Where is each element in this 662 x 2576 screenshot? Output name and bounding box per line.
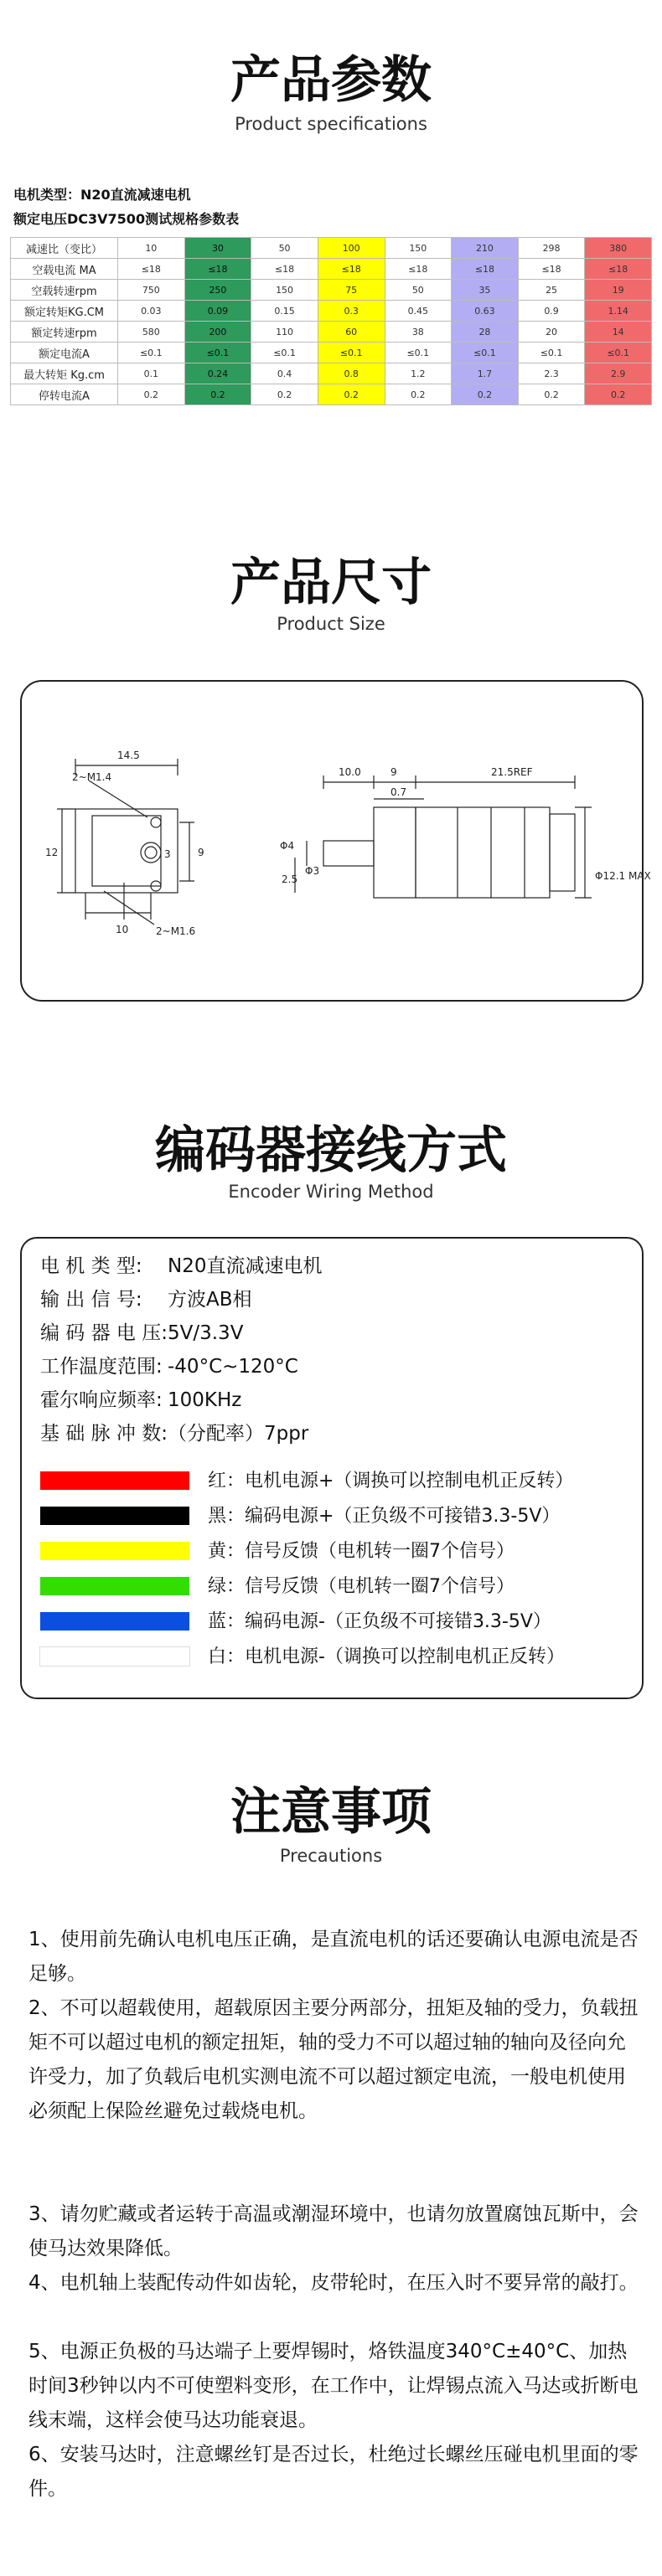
spec-cell: 110 bbox=[251, 322, 318, 343]
spec-cell: 1.14 bbox=[585, 301, 652, 322]
dim-front-center: 3 bbox=[164, 848, 171, 860]
spec-cell: 75 bbox=[318, 280, 385, 301]
spec-row bbox=[11, 343, 652, 363]
spec-row-label: 额定电流A bbox=[11, 343, 118, 363]
precautions-subtitle: Precautions bbox=[279, 1846, 383, 1866]
spec-row bbox=[11, 301, 652, 322]
spec-cell: 0.2 bbox=[585, 384, 652, 405]
spec-row-label: 停转电流A bbox=[11, 384, 118, 405]
spec-cell: 0.63 bbox=[452, 301, 519, 322]
spec-cell: 28 bbox=[452, 322, 519, 343]
spec-cell: ≤0.1 bbox=[518, 343, 585, 363]
wiring-info-value: -40°C~120°C bbox=[168, 1356, 298, 1378]
spec-cell: 30 bbox=[184, 238, 251, 259]
spec-row bbox=[11, 384, 652, 405]
spec-row-label: 最大转矩 Kg.cm bbox=[11, 363, 118, 384]
precaution-item: 3、请勿贮藏或者运转于高温或潮湿环境中，也请勿放置腐蚀瓦斯中，会使马达效果降低。 bbox=[28, 2203, 639, 2259]
wiring-info-label: 电 机 类 型: bbox=[40, 1255, 142, 1277]
dim-front-holes: 2~M1.4 bbox=[72, 771, 112, 783]
precautions-title: 注意事项 bbox=[230, 1783, 432, 1842]
spec-intro bbox=[13, 183, 239, 231]
spec-cell: 0.2 bbox=[118, 384, 185, 405]
spec-row bbox=[11, 238, 652, 259]
spec-row-label: 减速比（变比） bbox=[11, 238, 118, 259]
dim-side-body-d: Φ12.1 MAX bbox=[595, 870, 651, 882]
spec-table bbox=[10, 237, 652, 405]
spec-cell: ≤0.1 bbox=[118, 343, 185, 363]
spec-cell: 0.24 bbox=[184, 363, 251, 384]
wiring-panel bbox=[20, 1237, 644, 1699]
wire-description: 黑：编码电源+（正负级不可接错3.3-5V） bbox=[208, 1506, 561, 1527]
spec-cell: 25 bbox=[518, 280, 585, 301]
wire-description: 蓝：编码电源-（正负级不可接错3.3-5V） bbox=[208, 1611, 551, 1632]
spec-cell: ≤0.1 bbox=[585, 343, 652, 363]
wire-color-swatch bbox=[40, 1471, 189, 1490]
wiring-info-value: 5V/3.3V bbox=[168, 1322, 244, 1344]
wiring-title: 编码器接线方式 bbox=[155, 1121, 507, 1180]
spec-cell: 0.4 bbox=[251, 363, 318, 384]
spec-cell: 0.2 bbox=[385, 384, 452, 405]
dim-side-offset: 0.7 bbox=[390, 786, 407, 798]
wiring-info-value: 100KHz bbox=[168, 1389, 242, 1411]
dim-front-width: 14.5 bbox=[117, 750, 140, 761]
dim-side-shaft-d: Φ3 bbox=[305, 865, 320, 877]
spec-row bbox=[11, 322, 652, 343]
wiring-info-value: N20直流减速电机 bbox=[168, 1255, 323, 1277]
spec-cell: 380 bbox=[585, 238, 652, 259]
spec-cell: 210 bbox=[452, 238, 519, 259]
spec-cell: 250 bbox=[184, 280, 251, 301]
wiring-info-label: 霍尔响应频率: bbox=[40, 1389, 163, 1411]
motor-type-line: 电机类型：N20直流减速电机 bbox=[13, 187, 191, 203]
params-subtitle: Product specifications bbox=[235, 114, 427, 134]
dimension-drawing-panel bbox=[20, 680, 651, 1002]
precaution-item: 1、使用前先确认电机电压正确，是直流电机的话还要确认电源电流是否足够。 bbox=[28, 1929, 639, 1985]
precaution-item: 6、安装马达时，注意螺丝钉是否过长，杜绝过长螺丝压碰电机里面的零件。 bbox=[28, 2444, 639, 2500]
voltage-line: 额定电压DC3V7500测试规格参数表 bbox=[13, 211, 240, 227]
wiring-info-line bbox=[40, 1418, 308, 1445]
spec-cell: 38 bbox=[385, 322, 452, 343]
spec-cell: ≤18 bbox=[452, 259, 519, 280]
spec-cell: ≤0.1 bbox=[184, 343, 251, 363]
spec-cell: ≤18 bbox=[518, 259, 585, 280]
spec-cell: ≤0.1 bbox=[452, 343, 519, 363]
wiring-info-line bbox=[40, 1351, 298, 1378]
spec-cell: 0.03 bbox=[118, 301, 185, 322]
spec-cell: 0.45 bbox=[385, 301, 452, 322]
spec-cell: 2.3 bbox=[518, 363, 585, 384]
wiring-info-line bbox=[40, 1284, 252, 1311]
spec-cell: 0.2 bbox=[452, 384, 519, 405]
dim-side-shaft-d2: Φ4 bbox=[280, 840, 295, 852]
spec-row bbox=[11, 363, 652, 384]
wire-color-swatch bbox=[40, 1647, 189, 1666]
spec-cell: 1.2 bbox=[385, 363, 452, 384]
dim-front-bottom: 10 bbox=[116, 924, 129, 935]
wire-color-swatch bbox=[40, 1577, 189, 1595]
spec-cell: 0.2 bbox=[518, 384, 585, 405]
spec-row bbox=[11, 280, 652, 301]
dim-front-shaft-holes: 2~M1.6 bbox=[156, 925, 196, 937]
dim-front-height: 12 bbox=[45, 847, 59, 858]
precaution-item: 5、电源正负极的马达端子上要焊锡时，烙铁温度340°C±40°C、加热时间3秒钟以内不可使塑料变形，在工作中，让焊锡点流入马达或折断电线末端，这样会使马达功能衰退。 bbox=[28, 2341, 639, 2431]
spec-cell: 10 bbox=[118, 238, 185, 259]
wiring-info-label: 基 础 脉 冲 数: bbox=[40, 1423, 168, 1445]
dim-front-inner: 9 bbox=[198, 847, 204, 858]
spec-cell: 298 bbox=[518, 238, 585, 259]
spec-cell: 0.9 bbox=[518, 301, 585, 322]
wire-color-swatch bbox=[40, 1542, 189, 1560]
wiring-info-line bbox=[40, 1250, 322, 1278]
spec-cell: ≤18 bbox=[251, 259, 318, 280]
spec-cell: 50 bbox=[385, 280, 452, 301]
spec-cell: 0.3 bbox=[318, 301, 385, 322]
spec-cell: 0.1 bbox=[118, 363, 185, 384]
spec-cell: 20 bbox=[518, 322, 585, 343]
wire-description: 白：电机电源-（调换可以控制电机正反转） bbox=[208, 1646, 565, 1667]
dim-side-flat: 2.5 bbox=[282, 873, 298, 885]
wiring-info-line bbox=[40, 1317, 243, 1345]
wiring-info-label: 编 码 器 电 压: bbox=[40, 1322, 168, 1344]
spec-cell: 0.09 bbox=[184, 301, 251, 322]
dim-side-body: 21.5REF bbox=[491, 766, 533, 778]
spec-cell: 580 bbox=[118, 322, 185, 343]
spec-row-label: 空载电流 MA bbox=[11, 259, 118, 280]
spec-cell: ≤0.1 bbox=[318, 343, 385, 363]
spec-cell: 60 bbox=[318, 322, 385, 343]
wiring-info-line bbox=[40, 1384, 241, 1412]
spec-cell: ≤18 bbox=[184, 259, 251, 280]
wire-description: 红：电机电源+（调换可以控制电机正反转） bbox=[208, 1471, 574, 1492]
spec-cell: 35 bbox=[452, 280, 519, 301]
spec-row-label: 空载转速rpm bbox=[11, 280, 118, 301]
size-title: 产品尺寸 bbox=[230, 554, 432, 612]
spec-cell: ≤18 bbox=[585, 259, 652, 280]
wire-description: 黄：信号反馈（电机转一圈7个信号） bbox=[208, 1541, 515, 1562]
spec-cell: ≤0.1 bbox=[251, 343, 318, 363]
wire-color-swatch bbox=[40, 1612, 189, 1631]
wiring-subtitle: Encoder Wiring Method bbox=[228, 1182, 434, 1202]
spec-row-label: 额定转速rpm bbox=[11, 322, 118, 343]
precaution-item: 2、不可以超载使用，超载原因主要分两部分，扭矩及轴的受力，负载扭矩不可以超过电机的额定扭矩，轴的受力不可以超过轴的轴向及径向允许受力，加了负载后电机实测电流不可以超过额定电流，一般电机使用必须配上保险丝避免过载烧电机。 bbox=[28, 1997, 639, 2122]
size-subtitle: Product Size bbox=[277, 614, 385, 634]
spec-cell: 150 bbox=[251, 280, 318, 301]
spec-cell: 0.15 bbox=[251, 301, 318, 322]
dim-side-shaft-len: 10.0 bbox=[339, 766, 361, 778]
spec-cell: 14 bbox=[585, 322, 652, 343]
precaution-item: 4、电机轴上装配传动件如齿轮，皮带轮时，在压入时不要异常的敲打。 bbox=[28, 2272, 639, 2294]
spec-cell: ≤18 bbox=[385, 259, 452, 280]
params-title: 产品参数 bbox=[230, 51, 432, 110]
spec-cell: 100 bbox=[318, 238, 385, 259]
spec-cell: 200 bbox=[184, 322, 251, 343]
wiring-info-value: 方波AB相 bbox=[168, 1289, 252, 1311]
wiring-info-value: （分配率）7ppr bbox=[168, 1423, 309, 1445]
dimension-drawing bbox=[22, 682, 651, 1000]
spec-cell: 0.2 bbox=[318, 384, 385, 405]
spec-cell: 150 bbox=[385, 238, 452, 259]
spec-cell: 2.9 bbox=[585, 363, 652, 384]
spec-cell: 0.2 bbox=[184, 384, 251, 405]
spec-row bbox=[11, 259, 652, 280]
spec-cell: 750 bbox=[118, 280, 185, 301]
spec-cell: 0.8 bbox=[318, 363, 385, 384]
spec-row-label: 额定转矩KG.CM bbox=[11, 301, 118, 322]
spec-cell: ≤18 bbox=[118, 259, 185, 280]
wire-description: 绿：信号反馈（电机转一圈7个信号） bbox=[208, 1576, 515, 1597]
spec-cell: 19 bbox=[585, 280, 652, 301]
spec-cell: 0.2 bbox=[251, 384, 318, 405]
dim-side-gear: 9 bbox=[390, 766, 397, 778]
wire-color-swatch bbox=[40, 1507, 189, 1525]
wiring-info-label: 输 出 信 号: bbox=[40, 1289, 142, 1311]
spec-cell: ≤0.1 bbox=[385, 343, 452, 363]
spec-cell: 50 bbox=[251, 238, 318, 259]
spec-cell: 1.7 bbox=[452, 363, 519, 384]
wiring-info-label: 工作温度范围: bbox=[40, 1356, 163, 1378]
spec-cell: ≤18 bbox=[318, 259, 385, 280]
